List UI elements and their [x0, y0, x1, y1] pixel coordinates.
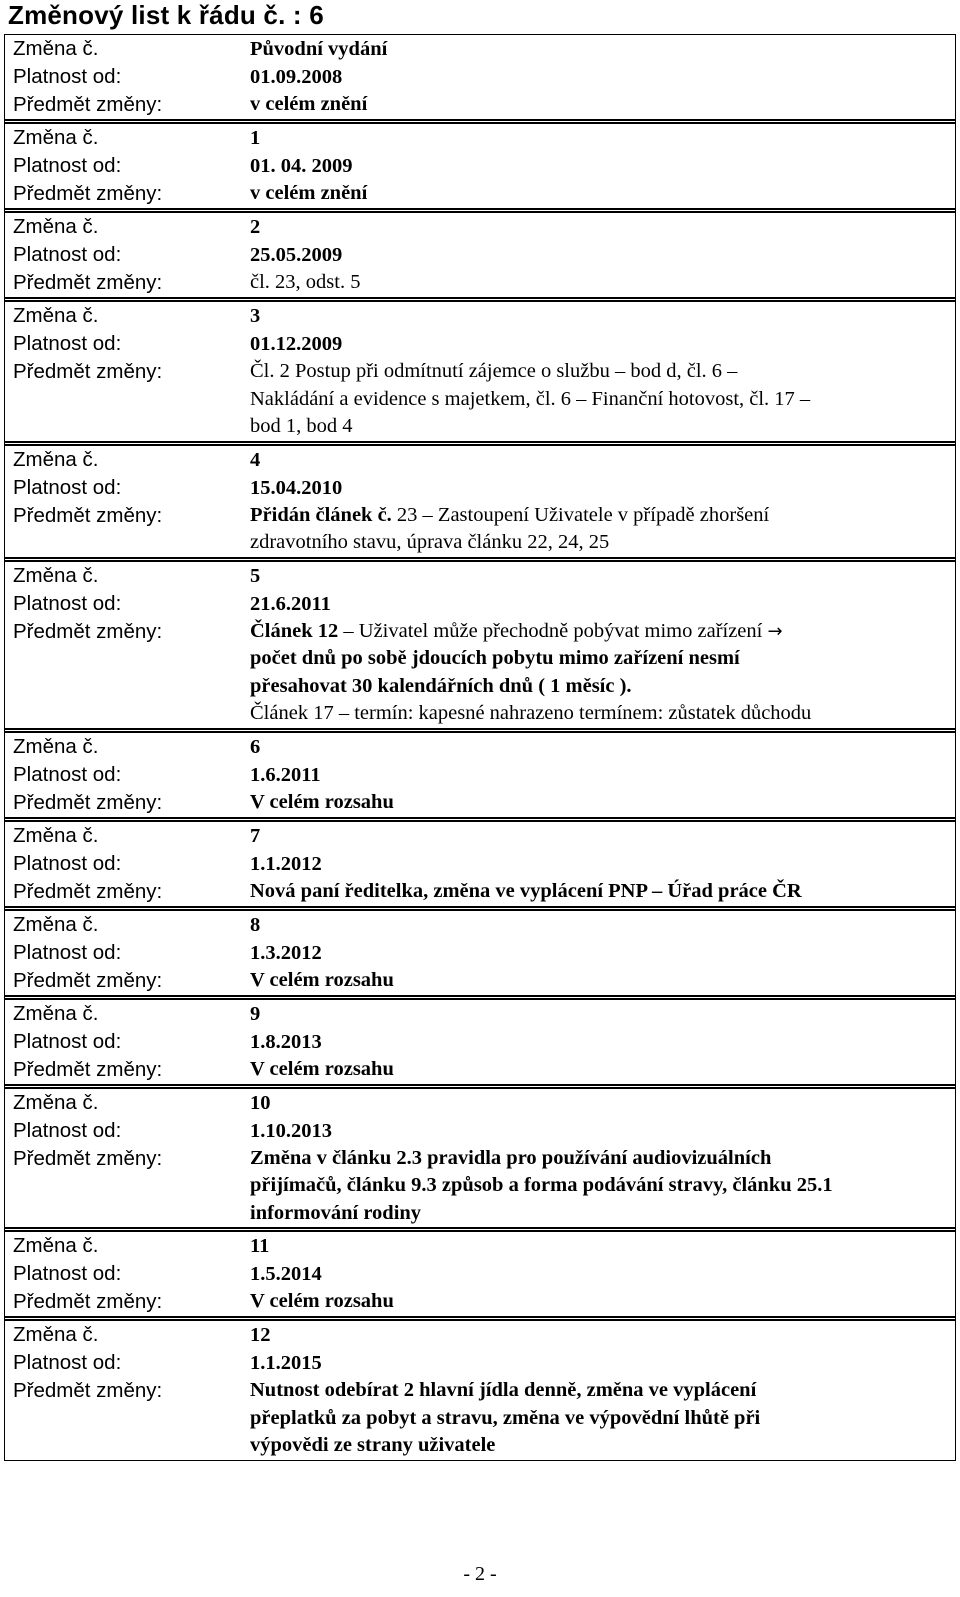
valid-from-value: 1.1.2012	[250, 852, 322, 875]
change-entry	[5, 1084, 955, 1228]
subject-value	[250, 1377, 955, 1460]
subject-row	[5, 358, 955, 441]
page-number: - 2 -	[463, 1563, 497, 1585]
subject-line: Čl. 2 Postup při odmítnutí zájemce o službu – bod d, čl. 6 –	[250, 360, 738, 382]
subject-label: Předmět změny:	[13, 968, 163, 992]
change-number-row	[5, 213, 955, 241]
subject-label: Předmět změny:	[13, 503, 163, 527]
subject-line: Nakládání a evidence s majetkem, čl. 6 – Finanční hotovost, čl. 17 –	[250, 387, 811, 410]
subject-line: přijímačů, článku 9.3 způsob a forma podávání stravy, článku 25.1	[250, 1174, 833, 1196]
subject-label: Předmět změny:	[13, 1379, 163, 1402]
valid-from-row	[5, 152, 955, 180]
valid-from-label: Platnost od:	[13, 1118, 122, 1142]
change-number-label: Změna č.	[13, 1323, 99, 1346]
change-entry	[5, 995, 955, 1084]
change-number-label: Změna č.	[13, 304, 99, 327]
valid-from-row	[5, 241, 955, 269]
subject-value	[250, 1145, 955, 1228]
subject-value	[250, 1056, 955, 1084]
subject-row	[5, 1056, 955, 1084]
valid-from-row	[5, 63, 955, 91]
change-entry	[5, 35, 955, 119]
valid-from-row	[5, 1260, 955, 1288]
subject-line: počet dnů po sobě jdoucích pobytu mimo zařízení nesmí	[250, 647, 740, 669]
change-number-value: 8	[250, 913, 261, 936]
subject-line: Změna v článku 2.3 pravidla pro používání audiovizuálních	[250, 1146, 772, 1169]
subject-value	[250, 180, 955, 208]
subject-value	[250, 269, 955, 297]
change-number-label: Změna č.	[13, 1234, 99, 1257]
change-entry	[5, 728, 955, 817]
change-number-row	[5, 1321, 955, 1349]
change-number-value: 1	[250, 127, 261, 149]
change-number-row	[5, 124, 955, 152]
subject-line: Přidán článek č. 23 – Zastoupení Uživatele v případě zhoršení	[250, 503, 770, 526]
change-number-label: Změna č.	[13, 1001, 99, 1025]
change-number-row	[5, 562, 955, 590]
subject-value	[250, 967, 955, 995]
subject-line: Nová paní ředitelka, změna ve vyplácení PNP – Úřad práce ČR	[250, 879, 802, 902]
document-title: Změnový list k řádu č. : 6	[8, 0, 324, 30]
change-number-value: 9	[250, 1002, 261, 1025]
valid-from-row	[5, 1117, 955, 1145]
change-number-value: 12	[250, 1324, 271, 1346]
subject-line: V celém rozsahu	[250, 1290, 394, 1312]
valid-from-value: 01. 04. 2009	[250, 155, 353, 177]
change-number-label: Změna č.	[13, 126, 99, 149]
subject-label: Předmět změny:	[13, 879, 163, 903]
subject-value	[250, 789, 955, 817]
subject-value	[250, 91, 955, 119]
change-number-row	[5, 302, 955, 330]
subject-line: čl. 23, odst. 5	[250, 271, 361, 293]
valid-from-value: 1.1.2015	[250, 1352, 322, 1374]
valid-from-label: Platnost od:	[13, 332, 122, 355]
subject-row	[5, 502, 955, 557]
change-number-row	[5, 1232, 955, 1260]
subject-label: Předmět změny:	[13, 1146, 163, 1170]
subject-label: Předmět změny:	[13, 790, 163, 814]
subject-line: zdravotního stavu, úprava článku 22, 24, 25	[250, 531, 610, 553]
change-number-row	[5, 35, 955, 63]
subject-row	[5, 618, 955, 728]
subject-row	[5, 1145, 955, 1228]
subject-line: V celém rozsahu	[250, 790, 394, 813]
valid-from-label: Platnost od:	[13, 1351, 122, 1374]
subject-line: přesahovat 30 kalendářních dnů ( 1 měsíc ).	[250, 674, 632, 697]
subject-label: Předmět změny:	[13, 619, 163, 643]
change-number-value: 2	[250, 216, 261, 238]
valid-from-row	[5, 474, 955, 502]
valid-from-row	[5, 590, 955, 618]
valid-from-row	[5, 761, 955, 789]
valid-from-value: 1.3.2012	[250, 941, 322, 964]
subject-row	[5, 180, 955, 208]
subject-value	[250, 502, 955, 557]
change-entry	[5, 906, 955, 995]
valid-from-row	[5, 1349, 955, 1377]
valid-from-value: 25.05.2009	[250, 244, 343, 266]
subject-line: v celém znění	[250, 93, 368, 115]
change-entry	[5, 297, 955, 441]
valid-from-label: Platnost od:	[13, 591, 122, 615]
subject-line: v celém znění	[250, 182, 368, 204]
subject-row	[5, 967, 955, 995]
subject-row	[5, 91, 955, 119]
valid-from-row	[5, 1028, 955, 1056]
valid-from-label: Platnost od:	[13, 243, 122, 266]
arrow-right-icon: →	[767, 620, 783, 642]
change-number-row	[5, 1000, 955, 1028]
change-number-value: Původní vydání	[250, 38, 388, 60]
valid-from-label: Platnost od:	[13, 851, 122, 875]
valid-from-label: Platnost od:	[13, 1029, 122, 1053]
valid-from-label: Platnost od:	[13, 475, 122, 499]
change-number-row	[5, 1089, 955, 1117]
change-number-label: Změna č.	[13, 447, 99, 471]
valid-from-value: 01.12.2009	[250, 333, 343, 355]
subject-line: informování rodiny	[250, 1201, 422, 1224]
change-number-label: Změna č.	[13, 823, 99, 847]
subject-line: V celém rozsahu	[250, 1057, 394, 1080]
change-number-row	[5, 822, 955, 850]
change-number-label: Změna č.	[13, 37, 99, 60]
valid-from-value: 1.6.2011	[250, 763, 321, 786]
change-number-value: 3	[250, 305, 261, 327]
valid-from-label: Platnost od:	[13, 154, 122, 177]
change-number-label: Změna č.	[13, 563, 99, 587]
subject-label: Předmět změny:	[13, 1057, 163, 1081]
change-number-label: Změna č.	[13, 734, 99, 758]
subject-label: Předmět změny:	[13, 93, 163, 116]
subject-label: Předmět změny:	[13, 182, 163, 205]
valid-from-label: Platnost od:	[13, 1262, 122, 1285]
change-number-value: 6	[250, 735, 261, 758]
change-number-row	[5, 911, 955, 939]
change-number-value: 4	[250, 448, 261, 471]
valid-from-value: 21.6.2011	[250, 592, 331, 615]
valid-from-value: 1.10.2013	[250, 1119, 332, 1142]
change-number-label: Změna č.	[13, 1090, 99, 1114]
change-number-row	[5, 446, 955, 474]
subject-label: Předmět změny:	[13, 271, 163, 294]
change-number-value: 7	[250, 824, 261, 847]
valid-from-value: 01.09.2008	[250, 66, 343, 88]
valid-from-label: Platnost od:	[13, 940, 122, 964]
subject-label: Předmět změny:	[13, 1290, 163, 1313]
subject-value	[250, 1288, 955, 1316]
change-list	[4, 34, 956, 1461]
change-number-label: Změna č.	[13, 912, 99, 936]
subject-line: V celém rozsahu	[250, 968, 394, 991]
change-entry	[5, 441, 955, 557]
valid-from-label: Platnost od:	[13, 762, 122, 786]
subject-line: Článek 12 – Uživatel může přechodně pobývat mimo zařízení →	[250, 619, 783, 642]
subject-line: Nutnost odebírat 2 hlavní jídla denně, změna ve vyplácení	[250, 1379, 757, 1401]
valid-from-row	[5, 939, 955, 967]
change-number-value: 10	[250, 1091, 271, 1114]
valid-from-row	[5, 330, 955, 358]
subject-row	[5, 1288, 955, 1316]
change-entry	[5, 1227, 955, 1316]
valid-from-label: Platnost od:	[13, 65, 122, 88]
subject-line: Článek 17 – termín: kapesné nahrazeno termínem: zůstatek důchodu	[250, 702, 812, 724]
change-number-label: Změna č.	[13, 215, 99, 238]
change-entry	[5, 817, 955, 906]
change-entry	[5, 1316, 955, 1460]
subject-row	[5, 878, 955, 906]
subject-line: přeplatků za pobyt a stravu, změna ve výpovědní lhůtě při	[250, 1406, 761, 1429]
subject-row	[5, 789, 955, 817]
subject-value	[250, 358, 955, 441]
subject-line: bod 1, bod 4	[250, 415, 353, 437]
change-number-row	[5, 733, 955, 761]
subject-row	[5, 269, 955, 297]
subject-value	[250, 878, 955, 906]
valid-from-row	[5, 850, 955, 878]
change-entry	[5, 208, 955, 297]
change-entry	[5, 119, 955, 208]
change-number-value: 5	[250, 564, 261, 587]
subject-row	[5, 1377, 955, 1460]
subject-label: Předmět změny:	[13, 360, 163, 383]
change-number-value: 11	[250, 1235, 270, 1257]
valid-from-value: 1.5.2014	[250, 1263, 322, 1285]
subject-line: výpovědi ze strany uživatele	[250, 1434, 496, 1456]
valid-from-value: 1.8.2013	[250, 1030, 322, 1053]
change-entry	[5, 557, 955, 728]
valid-from-value: 15.04.2010	[250, 476, 343, 499]
subject-value	[250, 618, 955, 728]
